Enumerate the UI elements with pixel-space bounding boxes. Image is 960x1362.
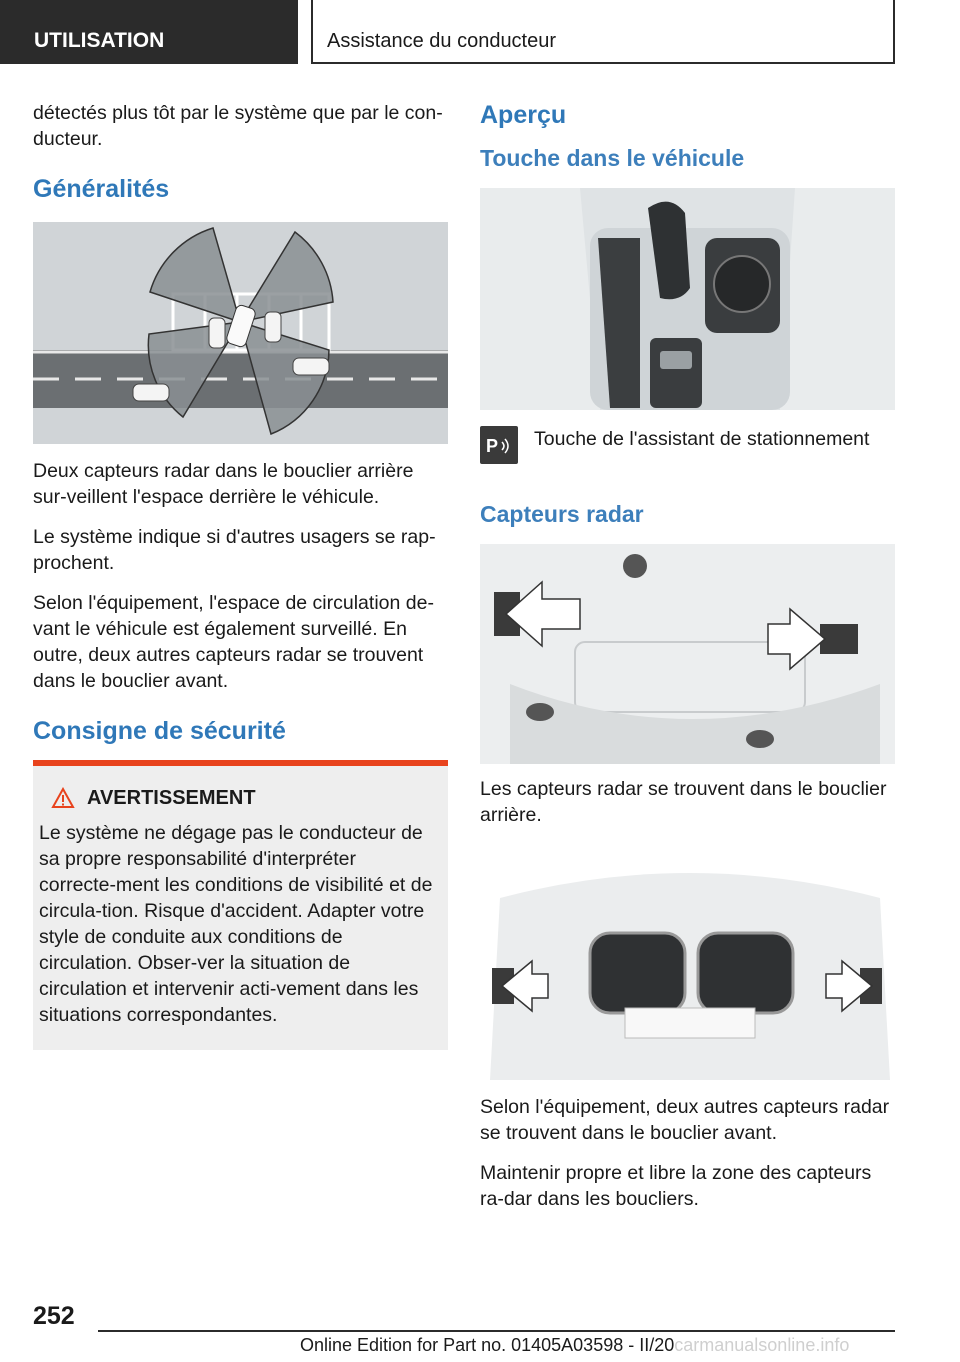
rear-caption: Les capteurs radar se trouvent dans le bouclier arrière. [480, 778, 887, 826]
right-column [480, 100, 895, 1226]
touche-caption-row [480, 426, 895, 464]
svg-text:P: P [486, 436, 499, 456]
warning-triangle-icon [51, 787, 75, 809]
chapter-tab: UTILISATION [0, 0, 298, 64]
parking-assistant-button-icon [480, 426, 518, 464]
warning-text: Le système ne dégage pas le conducteur de sa propre responsabilité d'interpréter correcte-ment les conditions de visibilité et de circula-tion. Risque d'accident. Adapter votre style de conduite aux conditions de circulation. Obser-ver la situation de circulation et intervenir acti-vement dans les situations correspondantes. [39, 822, 433, 1026]
warning-title: AVERTISSEMENT [87, 787, 256, 809]
warning-title-row [51, 786, 438, 810]
warning-box [33, 760, 448, 1050]
watermark-text: carmanualsonline.info [674, 1335, 850, 1355]
front-bumper-illustration [480, 858, 895, 1080]
generalites-heading: Généralités [33, 175, 170, 203]
left-column [33, 100, 448, 1050]
para-rear-sensors: Deux capteurs radar dans le bouclier arrière sur-veillent l'espace derrière le véhicule. [33, 460, 414, 508]
safety-heading: Consigne de sécurité [33, 717, 286, 745]
front-caption: Selon l'équipement, deux autres capteurs radar se trouvent dans le bouclier avant. [480, 1096, 890, 1144]
radar-coverage-illustration [33, 222, 448, 444]
rear-bumper-illustration [480, 544, 895, 764]
capteurs-heading: Capteurs radar [480, 501, 644, 527]
touche-heading: Touche dans le véhicule [480, 145, 745, 171]
para-front-sensors: Selon l'équipement, l'espace de circulation de-vant le véhicule est également surveillé. En outre, deux autres capteurs radar se trouvent dans le bouclier avant. [33, 592, 434, 692]
page-number: 252 [33, 1302, 75, 1330]
footer-edition [300, 1334, 960, 1356]
footer-rule [98, 1330, 895, 1332]
clean-note: Maintenir propre et libre la zone des capteurs ra-dar dans les boucliers. [480, 1162, 872, 1210]
edition-text: Online Edition for Part no. 01405A03598 - II/20 [300, 1335, 675, 1355]
para-approach: Le système indique si d'autres usagers se rap-prochent. [33, 526, 436, 574]
center-console-illustration [480, 188, 895, 410]
intro-text: détectés plus tôt par le système que par le con-ducteur. [33, 102, 443, 150]
section-title: Assistance du conducteur [311, 0, 895, 64]
apercu-heading: Aperçu [480, 101, 567, 129]
touche-caption: Touche de l'assistant de stationnement [534, 428, 870, 450]
